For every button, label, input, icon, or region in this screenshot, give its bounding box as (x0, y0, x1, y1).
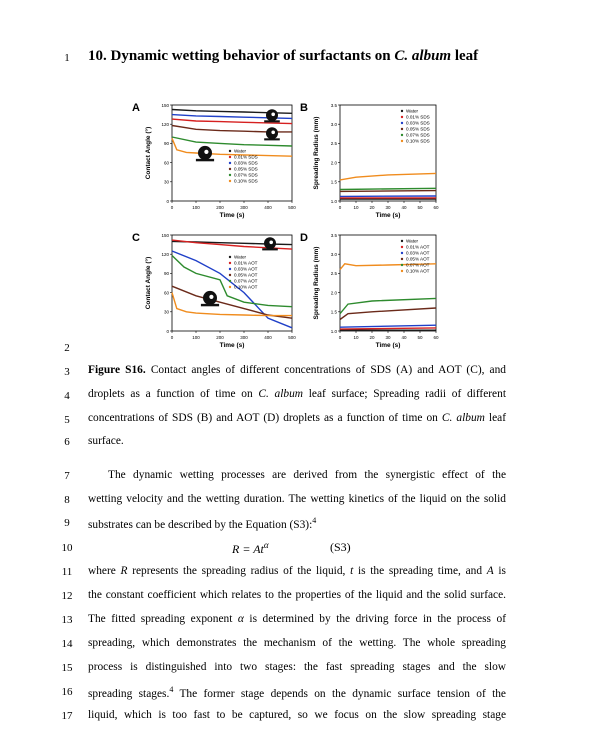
x-tick-label: 50 (417, 335, 423, 340)
droplet-highlight (204, 150, 208, 154)
legend-entry: 0.03% SDS (406, 120, 430, 126)
series-line (340, 188, 436, 189)
line-number: 12 (61, 590, 73, 602)
legend-marker (229, 162, 231, 164)
y-tick-label: 0 (166, 328, 169, 334)
x-tick-label: 50 (417, 205, 423, 210)
legend-marker (229, 274, 231, 276)
figure-caption-line: concentrations of SDS (B) and AOT (D) droplets as a function of time on C. album leaf (88, 412, 506, 424)
y-tick-label: 90 (163, 141, 169, 147)
droplet-substrate (196, 159, 214, 161)
x-tick-label: 500 (288, 335, 296, 340)
droplet-highlight (209, 295, 213, 299)
line-number: 2 (64, 342, 70, 354)
y-tick-label: 1.5 (330, 309, 337, 315)
series-line (340, 191, 436, 192)
x-tick-label: 40 (401, 335, 407, 340)
legend-marker (229, 168, 231, 170)
line-number: 11 (61, 566, 73, 578)
y-tick-label: 60 (163, 290, 169, 296)
legend-marker (401, 110, 403, 112)
legend-marker (229, 280, 231, 282)
y-axis-label: Contact Angle (°) (145, 256, 152, 310)
panel-label: A (132, 102, 140, 114)
x-tick-label: 300 (240, 205, 248, 210)
x-tick-label: 60 (433, 205, 439, 210)
line-number: 1 (64, 52, 70, 64)
droplet-image-icon (264, 127, 280, 140)
x-axis-label: Time (s) (219, 342, 245, 349)
y-axis-label: Spreading Radius (mm) (313, 246, 320, 320)
legend-entry: 0.10% AOT (406, 268, 430, 274)
legend-marker (401, 134, 403, 136)
legend-entry: 0.05% AOT (234, 272, 258, 278)
y-tick-label: 1.5 (330, 179, 337, 185)
line-number: 3 (64, 366, 70, 378)
y-axis-label: Spreading Radius (mm) (313, 116, 320, 190)
legend-entry: 0.01% AOT (234, 260, 258, 266)
legend-entry: Water (406, 238, 419, 244)
x-tick-label: 100 (192, 335, 200, 340)
section-heading: 10. Dynamic wetting behavior of surfactants on C. album leaf (88, 48, 479, 64)
legend-marker (229, 174, 231, 176)
legend-entry: 0.07% SDS (406, 132, 430, 138)
body-text-line: spreading stages.$^4$ The former stage depends on the dynamic surface tension of the (88, 685, 506, 700)
series-line (172, 293, 292, 316)
chart-panel-b (300, 102, 439, 219)
y-tick-label: 3.0 (330, 122, 337, 127)
body-text-line: The dynamic wetting processes are derived from the synergistic effect of the (108, 469, 506, 481)
y-tick-label: 150 (161, 232, 169, 238)
line-number: 17 (61, 710, 73, 722)
legend-marker (229, 180, 231, 182)
line-number: 9 (64, 517, 70, 529)
x-tick-label: 30 (385, 205, 391, 210)
legend-entry: 0.05% SDS (234, 166, 258, 172)
x-tick-label: 10 (353, 335, 359, 340)
legend-entry: 0.07% SDS (234, 172, 258, 178)
legend-entry: 0.01% AOT (406, 244, 430, 250)
legend-entry: Water (234, 254, 247, 260)
y-tick-label: 2.0 (330, 290, 337, 296)
line-number: 4 (64, 390, 70, 402)
x-tick-label: 500 (288, 205, 296, 210)
y-tick-label: 2.5 (330, 271, 337, 277)
x-axis-label: Time (s) (219, 212, 245, 219)
legend-entry: 0.03% SDS (234, 160, 258, 166)
panel-label: D (300, 232, 308, 244)
legend-entry: 0.05% SDS (406, 126, 430, 132)
x-tick-label: 0 (338, 335, 342, 340)
legend-entry: 0.07% AOT (406, 262, 430, 268)
legend-marker (401, 240, 403, 242)
x-tick-label: 10 (353, 205, 359, 210)
y-tick-label: 30 (163, 179, 169, 185)
legend-entry: 0.07% AOT (234, 278, 258, 284)
figure-caption-line: surface. (88, 435, 124, 447)
legend-marker (229, 150, 231, 152)
y-tick-label: 3.5 (330, 232, 337, 238)
legend-entry: Water (406, 108, 419, 114)
y-tick-label: 90 (163, 271, 169, 277)
y-tick-label: 30 (163, 309, 169, 315)
legend-marker (401, 246, 403, 248)
series-line (340, 173, 436, 180)
y-tick-label: 120 (161, 252, 169, 257)
body-text-line: The fitted spreading exponent α is determined by the driving force in the process of (88, 613, 506, 625)
legend-marker (229, 262, 231, 264)
droplet-image-icon (196, 146, 214, 161)
x-tick-label: 20 (369, 335, 375, 340)
body-text-line: process is distinguished into two stages: the fast spreading stages and the slow (88, 661, 506, 673)
y-tick-label: 60 (163, 160, 169, 166)
x-tick-label: 20 (369, 205, 375, 210)
legend-marker (401, 258, 403, 260)
legend-marker (401, 264, 403, 266)
equation-number: (S3) (330, 540, 351, 554)
x-tick-label: 60 (433, 335, 439, 340)
x-axis-label: Time (s) (375, 342, 401, 349)
droplet-substrate (264, 138, 280, 140)
line-number: 7 (64, 470, 70, 482)
panel-label: C (132, 232, 140, 244)
droplet-substrate (264, 120, 280, 122)
x-tick-label: 400 (264, 205, 272, 210)
legend-entry: 0.01% SDS (406, 114, 430, 120)
chart-panel-d (300, 232, 439, 349)
x-tick-label: 40 (401, 205, 407, 210)
legend-marker (229, 268, 231, 270)
legend-marker (401, 140, 403, 142)
x-tick-label: 30 (385, 335, 391, 340)
x-tick-label: 0 (170, 335, 174, 340)
droplet-image-icon (201, 291, 219, 306)
droplet-substrate (262, 248, 278, 250)
body-text-line: liquid, which is too fast to be captured, so we focus on the slow spreading stage (88, 709, 506, 721)
x-tick-label: 0 (170, 205, 174, 210)
figure-caption-line: Figure S16. Contact angles of different concentrations of SDS (A) and AOT (C), and (88, 364, 506, 376)
legend-marker (401, 270, 403, 272)
line-number: 5 (64, 414, 70, 426)
droplet-image-icon (264, 109, 280, 122)
y-axis-label: Contact Angle (°) (145, 126, 152, 180)
legend-marker (229, 156, 231, 158)
y-tick-label: 3.0 (330, 252, 337, 257)
line-number: 10 (61, 542, 73, 554)
figure-caption-line: droplets as a function of time on C. album leaf surface; Spreading radii of different (88, 388, 506, 400)
line-number: 13 (61, 614, 73, 626)
series-line (172, 256, 292, 307)
body-text-line: substrates can be described by the Equation (S3):$^4$ (88, 516, 317, 531)
figure-s16 (110, 95, 450, 355)
legend-marker (401, 128, 403, 130)
legend-entry: 0.03% AOT (406, 250, 430, 256)
legend-entry: 0.01% SDS (234, 154, 258, 160)
series-line (340, 308, 436, 320)
legend-marker (401, 252, 403, 254)
x-tick-label: 400 (264, 335, 272, 340)
series-line (340, 328, 436, 329)
y-tick-label: 1.0 (330, 328, 337, 334)
y-tick-label: 150 (161, 102, 169, 108)
droplet-highlight (269, 241, 273, 245)
line-number: 15 (61, 662, 73, 674)
panel-label: B (300, 102, 308, 114)
legend-entry: 0.05% AOT (406, 256, 430, 262)
body-text-line: where R represents the spreading radius of the liquid, t is the spreading time, and A is (88, 565, 506, 577)
y-tick-label: 0 (166, 198, 169, 204)
x-axis-label: Time (s) (375, 212, 401, 219)
y-tick-label: 1.0 (330, 198, 337, 204)
legend-entry: 0.10% SDS (234, 178, 258, 184)
body-text-line: spreading, which demonstrates the mechanism of the wetting. The whole spreading (88, 637, 506, 649)
equation: $R = At^\alpha$ (232, 540, 269, 556)
x-tick-label: 100 (192, 205, 200, 210)
series-line (340, 325, 436, 327)
line-number: 16 (61, 686, 73, 698)
droplet-image-icon (262, 237, 278, 250)
legend-entry: 0.10% SDS (406, 138, 430, 144)
droplet-highlight (271, 113, 275, 117)
legend-entry: 0.10% AOT (234, 284, 258, 290)
x-tick-label: 0 (338, 205, 342, 210)
x-tick-label: 300 (240, 335, 248, 340)
legend-entry: 0.03% AOT (234, 266, 258, 272)
y-tick-label: 3.5 (330, 102, 337, 108)
x-tick-label: 200 (216, 335, 224, 340)
y-tick-label: 2.0 (330, 160, 337, 166)
y-tick-label: 120 (161, 122, 169, 127)
x-tick-label: 200 (216, 205, 224, 210)
series-line (172, 286, 292, 318)
line-number: 8 (64, 494, 70, 506)
y-tick-label: 2.5 (330, 141, 337, 147)
droplet-highlight (271, 131, 275, 135)
droplet-substrate (201, 304, 219, 306)
legend-marker (401, 116, 403, 118)
line-number: 6 (64, 436, 70, 448)
body-text-line: the constant coefficient which relates to the properties of the liquid and the solid surface. (88, 589, 506, 601)
line-number: 14 (61, 638, 73, 650)
legend-marker (229, 256, 231, 258)
body-text-line: wetting velocity and the wetting duration. The wetting kinetics of the liquid on the solid (88, 493, 506, 505)
legend-marker (229, 286, 231, 288)
legend-marker (401, 122, 403, 124)
legend-entry: Water (234, 148, 247, 154)
